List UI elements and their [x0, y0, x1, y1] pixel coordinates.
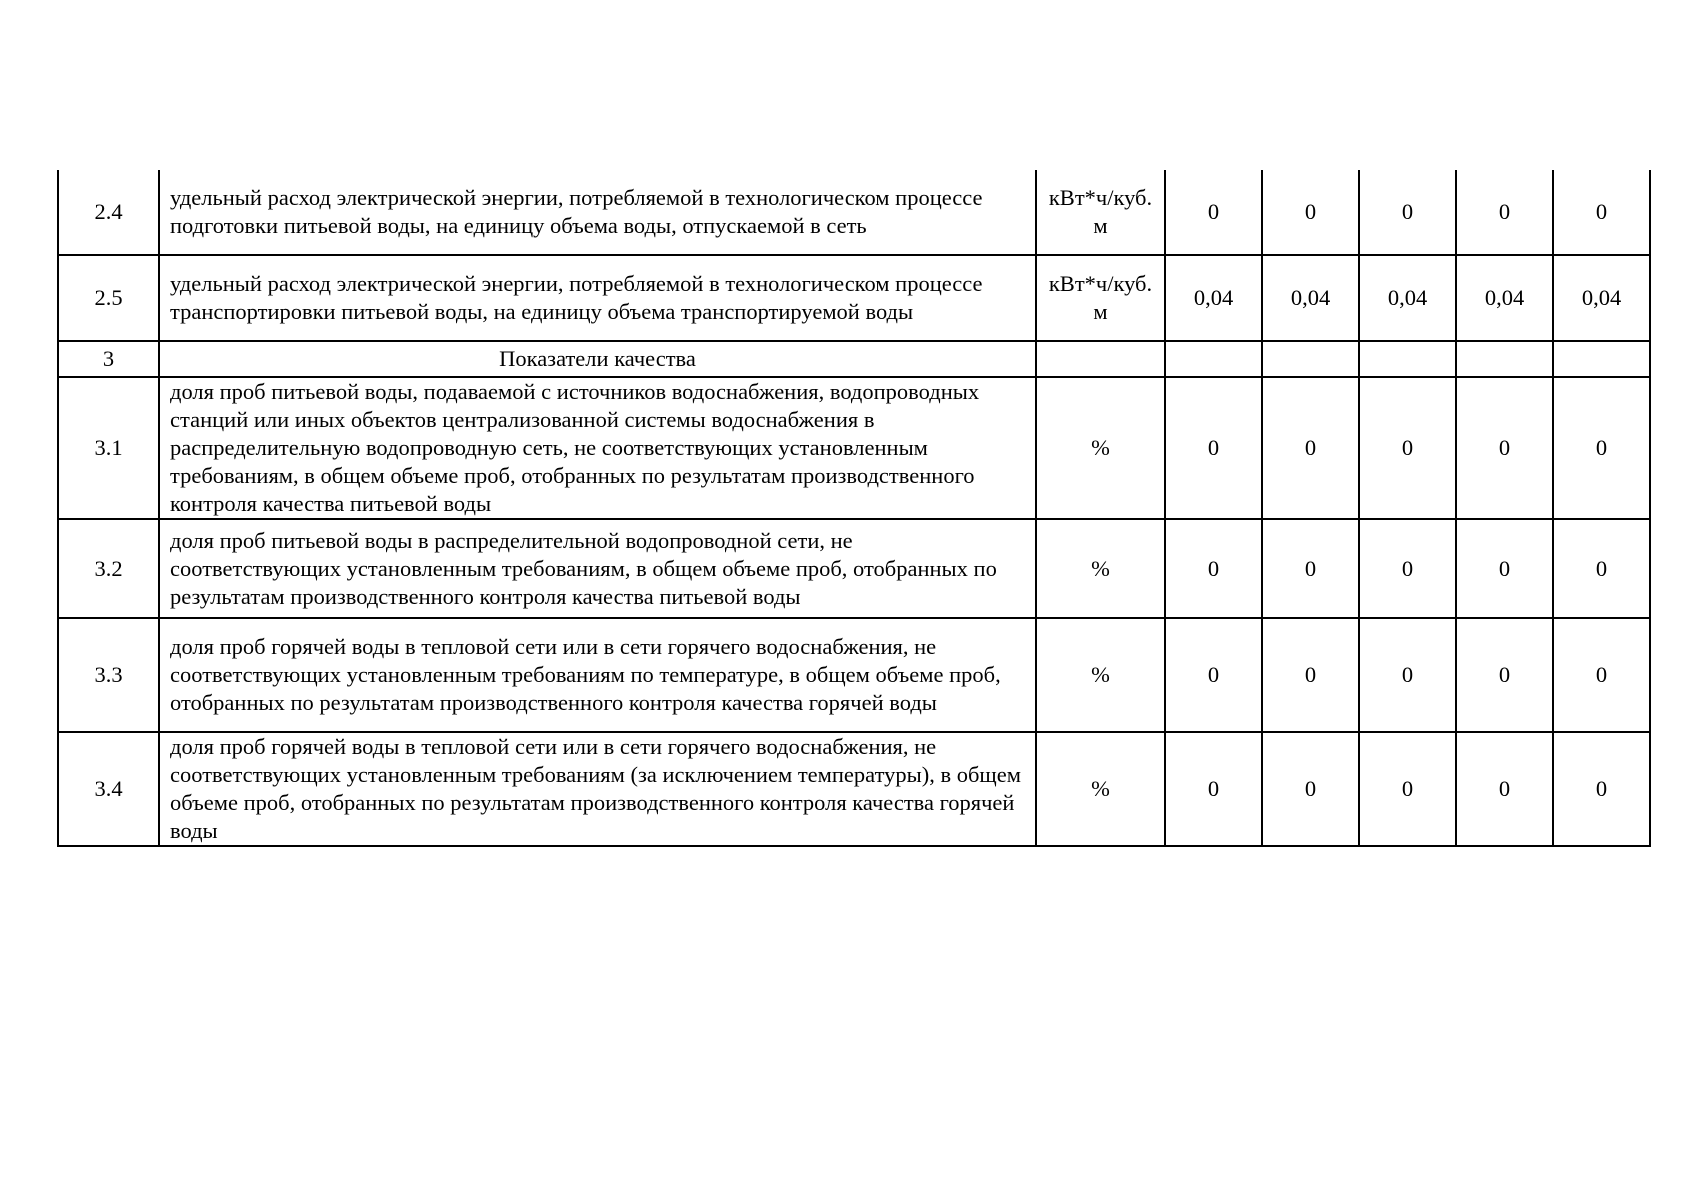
value-cell: 0,04 — [1165, 255, 1262, 341]
value-cell: 0,04 — [1359, 255, 1456, 341]
indicators-table — [57, 170, 1651, 847]
value-cell: 0 — [1165, 618, 1262, 732]
value-cell: 0 — [1262, 377, 1359, 519]
empty-cell — [1553, 341, 1650, 377]
value-cell: 0 — [1359, 618, 1456, 732]
empty-cell — [1262, 341, 1359, 377]
section-number: 3 — [58, 341, 159, 377]
value-cell: 0 — [1553, 732, 1650, 846]
row-number: 2.4 — [58, 170, 159, 255]
value-cell: 0 — [1553, 170, 1650, 255]
value-cell: 0 — [1456, 377, 1553, 519]
value-cell: 0 — [1553, 618, 1650, 732]
value-cell: 0 — [1359, 170, 1456, 255]
unit-cell: % — [1036, 377, 1165, 519]
empty-cell — [1036, 341, 1165, 377]
empty-cell — [1165, 341, 1262, 377]
table-row — [58, 732, 1650, 846]
table-row — [58, 519, 1650, 618]
value-cell: 0 — [1262, 519, 1359, 618]
empty-cell — [1359, 341, 1456, 377]
section-title: Показатели качества — [159, 341, 1036, 377]
table-row — [58, 377, 1650, 519]
row-number: 3.3 — [58, 618, 159, 732]
value-cell: 0 — [1456, 732, 1553, 846]
value-cell: 0 — [1165, 170, 1262, 255]
value-cell: 0 — [1456, 618, 1553, 732]
table-row — [58, 170, 1650, 255]
row-number: 2.5 — [58, 255, 159, 341]
value-cell: 0,04 — [1456, 255, 1553, 341]
value-cell: 0 — [1262, 618, 1359, 732]
value-cell: 0 — [1165, 377, 1262, 519]
row-number: 3.2 — [58, 519, 159, 618]
value-cell: 0 — [1262, 732, 1359, 846]
value-cell: 0 — [1456, 519, 1553, 618]
unit-cell: % — [1036, 618, 1165, 732]
unit-cell: % — [1036, 732, 1165, 846]
unit-cell: % — [1036, 519, 1165, 618]
value-cell: 0,04 — [1262, 255, 1359, 341]
value-cell: 0 — [1359, 377, 1456, 519]
unit-cell: кВт*ч/куб. м — [1036, 170, 1165, 255]
value-cell: 0,04 — [1553, 255, 1650, 341]
indicator-description: удельный расход электрической энергии, потребляемой в технологическом процессе транспортировки питьевой воды, на единицу объема транспортируемой воды — [159, 255, 1036, 341]
value-cell: 0 — [1359, 732, 1456, 846]
indicator-description: удельный расход электрической энергии, потребляемой в технологическом процессе подготовки питьевой воды, на единицу объема воды, отпускаемой в сеть — [159, 170, 1036, 255]
empty-cell — [1456, 341, 1553, 377]
table-row — [58, 255, 1650, 341]
value-cell: 0 — [1165, 732, 1262, 846]
value-cell: 0 — [1553, 519, 1650, 618]
value-cell: 0 — [1165, 519, 1262, 618]
row-number: 3.4 — [58, 732, 159, 846]
unit-cell: кВт*ч/куб. м — [1036, 255, 1165, 341]
value-cell: 0 — [1262, 170, 1359, 255]
section-header-row — [58, 341, 1650, 377]
indicator-description: доля проб питьевой воды в распределительной водопроводной сети, не соответствующих установленным требованиям, в общем объеме проб, отобранных по результатам производственного контроля качества питьевой воды — [159, 519, 1036, 618]
value-cell: 0 — [1456, 170, 1553, 255]
indicator-description: доля проб горячей воды в тепловой сети или в сети горячего водоснабжения, не соответствующих установленным требованиям (за исключением температуры), в общем объеме проб, отобранных по результатам производственного контроля качества горячей воды — [159, 732, 1036, 846]
indicator-description: доля проб горячей воды в тепловой сети или в сети горячего водоснабжения, не соответствующих установленным требованиям по температуре, в общем объеме проб, отобранных по результатам производственного контроля качества горячей воды — [159, 618, 1036, 732]
value-cell: 0 — [1553, 377, 1650, 519]
table-row — [58, 618, 1650, 732]
row-number: 3.1 — [58, 377, 159, 519]
value-cell: 0 — [1359, 519, 1456, 618]
indicators-table-container — [57, 170, 1650, 847]
indicator-description: доля проб питьевой воды, подаваемой с источников водоснабжения, водопроводных станций или иных объектов централизованной системы водоснабжения в распределительную водопроводную сеть, не соответствующих установленным требованиям, в общем объеме проб, отобранных по результатам производственного контроля качества питьевой воды — [159, 377, 1036, 519]
